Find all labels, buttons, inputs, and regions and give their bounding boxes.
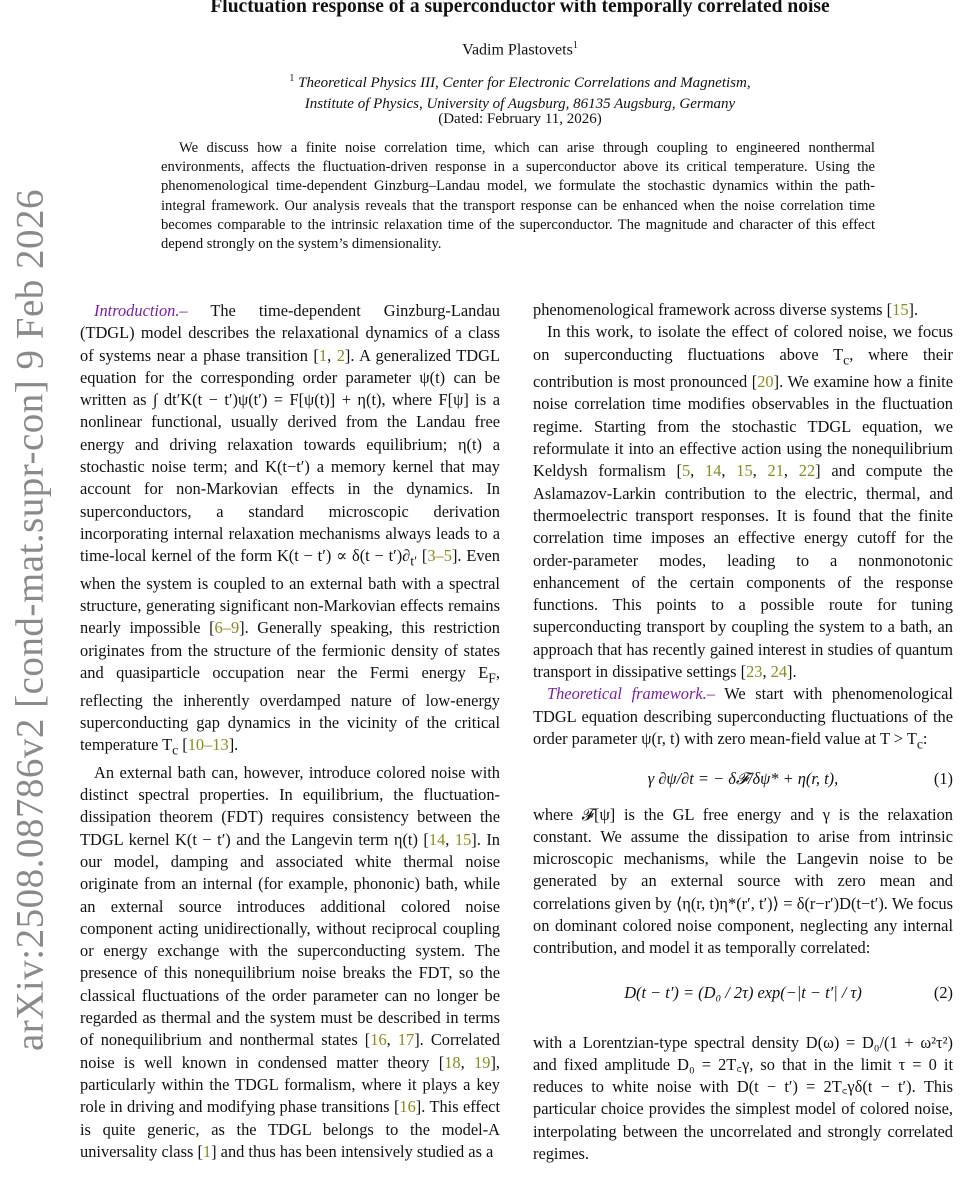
author-line xyxy=(80,40,960,59)
citation-link[interactable]: 15 xyxy=(454,829,472,849)
dated-line: (Dated: February 11, 2026) xyxy=(438,111,602,127)
citation-link[interactable]: 15 xyxy=(892,300,909,319)
equation-1 xyxy=(533,756,953,804)
citation-link[interactable]: 17 xyxy=(397,1030,415,1050)
citation-link[interactable]: 22 xyxy=(798,461,816,481)
paper-title: Fluctuation response of a superconductor with temporally correlated noise xyxy=(210,0,830,17)
abstract: We discuss how a finite noise correlation time, which can arise through coupling to engineered nonthermal environments, affects the fluctuation-driven response in a superconductor above its critical temperature. Using the phenomenological time-dependent Ginzburg–Landau model, we formulate the stochastic dynamics within the path-integral framework. Our analysis reveals that the transport response can be enhanced when the noise correlation time becomes comparable to the intrinsic relaxation time of the superconductor. The magnitude and character of this effect depend strongly on the system’s dimensionality. xyxy=(161,140,875,253)
noise-paragraph: where 𝓕[ψ] is the GL free energy and γ is the relaxation constant. We assume the dissipation to arise from intrinsic microscopic mechanisms, while the Langevin noise to be generated by an external source with zero mean and correlations given by ⟨η(r, t)η*(r′, t′)⟩ = δ(r−r′)D(t−t′). We focus on dominant colored noise component, neglecting any internal contribution, and model it as temporally correlated: xyxy=(533,804,953,958)
citation-link[interactable]: 24 xyxy=(770,662,788,682)
citation-link[interactable]: 5 xyxy=(681,461,691,481)
arxiv-stamp[interactable]: arXiv:2508.08786v2 [cond-mat.supr-con] 9 Feb 2026 xyxy=(8,188,52,1052)
framework-paragraph: Theoretical framework.– We start with phenomenological TDGL equation describing superconducting fluctuations of the order parameter ψ(r, t) with zero mean-field value at $T > T_c$: xyxy=(533,684,953,752)
author-affil-mark: 1 xyxy=(572,40,578,51)
spectral-paragraph: with a Lorentzian-type spectral density D(ω) = D₀/(1 + ω²τ²) and fixed amplitude D₀ = 2T꜀γ, so that in the limit τ = 0 it reduces to white noise with D(t − t′) = 2T꜀γδ(t − t′). This particular choice provides the simplest model of colored noise, interpolating between the uncorrelated and strongly correlated regimes. xyxy=(533,1032,953,1164)
equation-1-number: (1) xyxy=(933,768,953,788)
this-work-paragraph: In this work, to isolate the effect of colored noise, we focus on superconducting fluctuations above $T_c$, where their contribution is most pronounced [20]. We examine how a finite noise correlation time modifies observables in the fluctuation regime. Starting from the stochastic TDGL equation, we reformulate it into an effective action using the nonequilibrium Keldysh formalism [5, 14, 15, 21, 22] and compute the Aslamazov-Larkin contribution to the electric, thermal, and thermoelectric transport responses. It is found that the finite correlation time imposes an effective energy cutoff for the order-parameter modes, leading to a nonmonotonic enhancement of the certain components of the response functions. This points to a possible route for tuning superconducting transport by coupling the system to a bath, an approach that has recently gained interest in studies of quantum transport in dissipative settings [23, 24]. xyxy=(533,322,954,682)
affil-mark: 1 xyxy=(289,73,295,84)
citation-link[interactable]: 16 xyxy=(399,1097,416,1117)
citation-link[interactable]: 23 xyxy=(746,662,763,682)
citation-link[interactable]: 20 xyxy=(757,372,774,392)
equation-1-body: γ ∂ψ/∂t = − δ𝓕/δψ* + η(r, t), xyxy=(647,768,839,788)
citation-link[interactable]: 19 xyxy=(474,1052,491,1072)
bath-paragraph: An external bath can, however, introduce colored noise with distinct spectral properties. In equilibrium, the fluctuation-dissipation theorem (FDT) requires consistency between the TDGL kernel K(t − t′) and the Langevin term η(t) [14, 15]. In our model, damping and associated white thermal noise originate from an internal (for example, phononic) bath, while an external source introduces additional colored noise component acting unidirectionally, without reciprocal coupling or energy exchange with the superconducting system. The presence of this nonequilibrium noise breaks the FDT, so the classical fluctuations of the order parameter can no longer be regarded as thermal and the system must be described in terms of nonequilibrium and nonthermal states [16, 17]. Correlated noise is well known in condensed matter theory [18, 19], particularly within the TDGL formalism, where it plays a key role in driving and modifying phase transitions [16]. This effect is quite generic, as the TDGL belongs to the model-A universality class [1] and thus has been intensively studied as a xyxy=(80,762,500,1161)
affiliation xyxy=(80,68,960,115)
framework-heading: Theoretical framework.– xyxy=(547,684,715,704)
equation-2-number: (2) xyxy=(933,982,953,1002)
continued-paragraph: phenomenological framework across diverse systems [15]. xyxy=(533,300,919,319)
citation-link[interactable]: 16 xyxy=(370,1030,387,1050)
citation-link[interactable]: 3–5 xyxy=(427,546,452,566)
equation-2-body: D(t − t′) = (D₀ / 2τ) exp(−|t − t′| / τ) xyxy=(624,982,862,1002)
citation-link[interactable]: 1 xyxy=(318,345,328,365)
citation-link[interactable]: 2 xyxy=(336,345,345,365)
citation-link[interactable]: 10–13 xyxy=(187,735,229,755)
citation-link[interactable]: 15 xyxy=(736,461,753,481)
right-column xyxy=(533,299,953,1165)
citation-link[interactable]: 6–9 xyxy=(214,618,240,638)
author-name: Vadim Plastovets xyxy=(462,41,573,59)
citation-link[interactable]: 1 xyxy=(202,1141,212,1161)
arxiv-stamp-strip xyxy=(0,0,62,1200)
left-column xyxy=(80,300,500,1163)
affil-line-2: Institute of Physics, University of Augsburg, 86135 Augsburg, Germany xyxy=(304,96,736,112)
citation-link[interactable]: 14 xyxy=(428,829,446,849)
equation-2 xyxy=(533,960,953,1032)
citation-link[interactable]: 21 xyxy=(767,461,784,481)
citation-link[interactable]: 14 xyxy=(705,461,722,481)
citation-link[interactable]: 18 xyxy=(444,1052,461,1072)
affil-line-1: Theoretical Physics III, Center for Electronic Correlations and Magnetism, xyxy=(298,75,751,91)
intro-paragraph: Introduction.– The time-dependent Ginzburg-Landau (TDGL) model describes the relaxational dynamics of a class of systems near a phase transition [1, 2]. A generalized TDGL equation for the corresponding order parameter ψ(t) can be written as ∫ dt′K(t − t′)ψ(t′) = F[ψ(t)] + η(t), where F[ψ] is a nonlinear functional, usually derived from the Landau free energy and driving relaxation towards equilibrium; η(t) a stochastic noise term; and K(t−t′) a memory kernel that may account for non-Markovian effects in the dynamics. In superconductors, a standard microscopic derivation incorporating internal relaxation mechanisms always leads to a time-local kernel of the form $K(t - t') \propto \delta(t - t')\partial_{t'}$ [3–5]. Even when the system is coupled to an external bath with a spectral structure, generating significant non-Markovian effects remains nearly impossible [6–9]. Generally speaking, this restriction originates from the structure of the fermionic density of states and quasiparticle occupation near the Fermi energy $E_F$, reflecting the inherently overdamped nature of low-energy superconducting gap dynamics in the vicinity of the critical temperature $T_c$ [10–13]. xyxy=(80,301,501,758)
intro-heading: Introduction.– xyxy=(94,301,188,320)
